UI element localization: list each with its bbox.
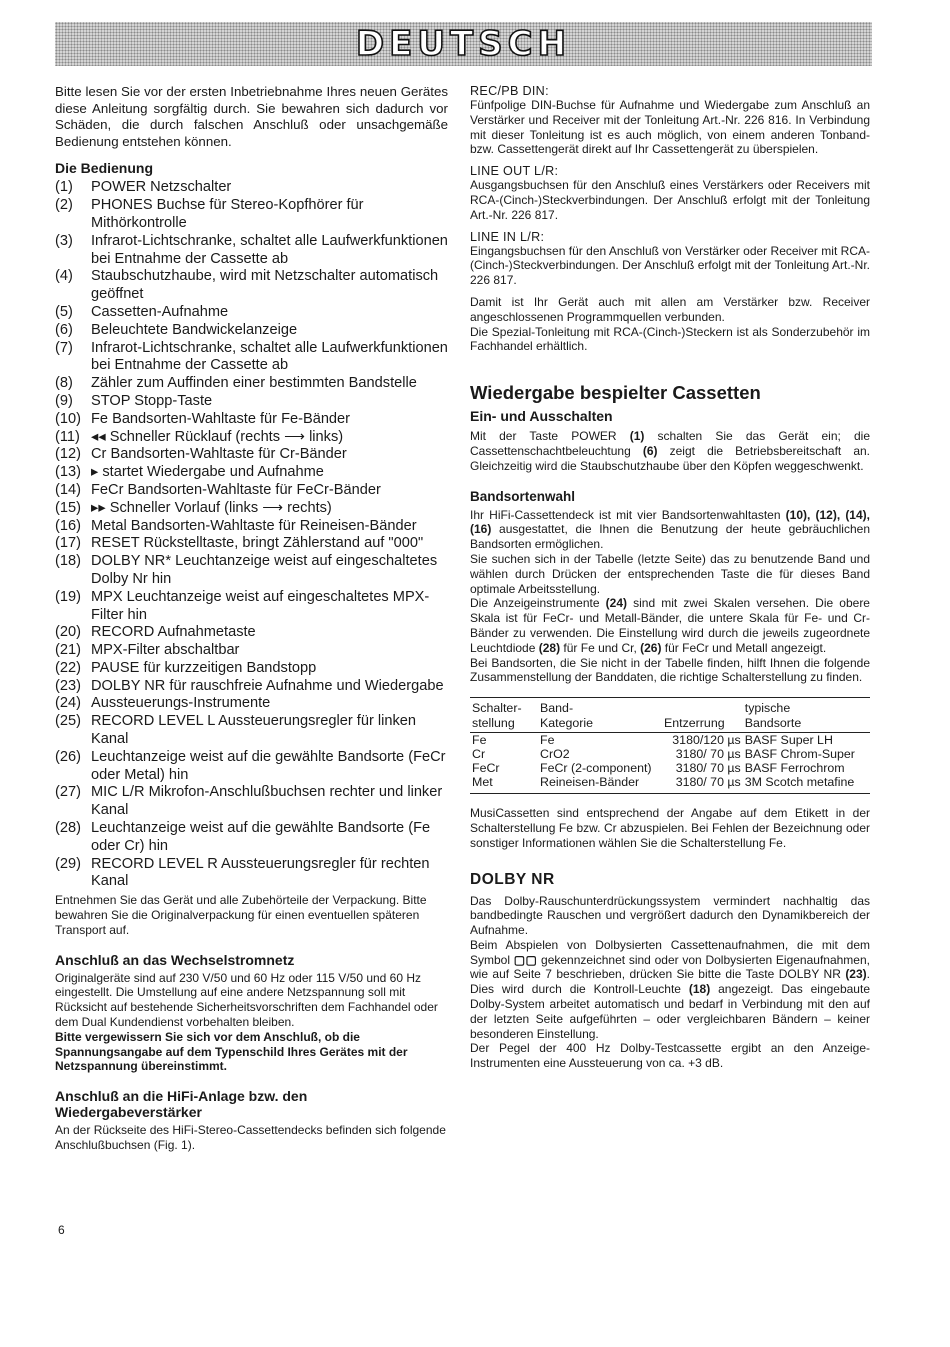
table-cell: Cr [472, 747, 486, 762]
table-cell: BASF Chrom-Super [744, 747, 855, 762]
list-item [55, 820, 448, 856]
list-item [55, 179, 448, 197]
list-item [55, 233, 448, 269]
list-item-text: MIC L/R Mikrofon-Anschlußbuchsen rechter und linker Kanal [91, 784, 443, 819]
table-row [470, 747, 870, 761]
list-item-number: (1) [55, 179, 73, 196]
recpb-text: Fünfpolige DIN-Buchse für Aufnahme und Wiedergabe zum Anschluß an Verstärker und Receiver mit der Tonleitung Art.-Nr. 226 816. In Verbindung mit dieser Tonleitung ist es auch möglich, von einem anderen Tonband- bzw. Cassettengerät direkt auf Ihr Cassettengerät zu überspielen. [470, 98, 870, 157]
list-item-text: ▸ startet Wiedergabe und Aufnahme [91, 464, 324, 481]
netz-paragraph: Originalgeräte sind auf 230 V/50 und 60 Hz oder 115 V/50 und 60 Hz eingestellt. Die Umstellung auf eine andere Netzspannung soll mit Rücksicht auf bestehende Sicherheitsvorschriften dem Fachhandel oder dem Dual Kundendienst vorbehalten bleiben. [55, 970, 438, 1030]
ein-ausschalten-heading: Ein- und Ausschalten [470, 408, 613, 425]
dolby-p2: Beim Abspielen von Dolbysierten Cassettenaufnahmen, die mit dem Symbol ▢▢ gekennzeichnet sind oder von Dolbysierten Eigenaufnahmen, wie auf Seite 7 beschrieben, drücken Sie bitte die Taste DOLBY NR (23). Dies wird durch die Kontroll-Leuchte (18) angezeigt. Das eingebaute Dolby-System arbeitet automatisch und bedarf in Verbindung mit den auf der letzten Seite aufgeführten – oder vergleichbaren Bändern – keiner besonderen Einstellung. [470, 937, 870, 1041]
table-cell: 3180/ 70 µs [675, 761, 741, 776]
list-item-number: (4) [55, 268, 73, 285]
spezial-text: Die Spezial-Tonleitung mit RCA-(Cinch-)Steckern ist als Sonderzubehör im Fachhandel erhältlich. [470, 324, 870, 354]
list-item-text: POWER Netzschalter [91, 179, 232, 196]
list-item-number: (19) [55, 588, 81, 605]
list-item-text: Leuchtanzeige weist auf die gewählte Bandsorte (FeCr oder Metal) hin [91, 748, 446, 783]
table-cell: 3180/ 70 µs [675, 747, 741, 762]
list-item-text: ◂◂ Schneller Rücklauf (rechts ⟶ links) [91, 428, 344, 445]
bandsortenwahl-p2: Sie suchen sich in der Tabelle (letzte Seite) das zu benutzende Band und wählen durch Drücken der entsprechenden Taste die für dieses Band optimale Arbeitsstellung. [470, 551, 870, 596]
list-item [55, 411, 448, 429]
list-item-text: Staubschutzhaube, wird mit Netzschalter automatisch geöffnet [91, 268, 439, 303]
list-item [55, 393, 448, 411]
linein-label: LINE IN L/R: [470, 229, 545, 244]
list-item [55, 660, 448, 678]
hifi-heading: Anschluß an die HiFi-Anlage bzw. den Wiedergabeverstärker [55, 1088, 308, 1121]
right-column [470, 84, 870, 1071]
list-item-text: Zähler zum Auffinden einer bestimmten Bandstelle [91, 375, 417, 392]
netz-warning: Bitte vergewissern Sie sich vor dem Anschluß, ob die Spannungsangabe auf dem Typenschild Ihres Gerätes mit der Netzspannung übereinstimmt. [55, 1029, 408, 1074]
list-item-number: (22) [55, 659, 81, 676]
list-item-number: (21) [55, 642, 81, 659]
list-item-number: (10) [55, 410, 81, 427]
list-item-text: Leuchtanzeige weist auf die gewählte Bandsorte (Fe oder Cr) hin [91, 820, 431, 854]
table-cell: Met [472, 775, 493, 790]
table-cell: CrO2 [540, 747, 570, 762]
list-item [55, 553, 448, 589]
dolby-heading: DOLBY NR [470, 870, 555, 888]
table-cell: FeCr [472, 761, 500, 776]
lineout-text: Ausgangsbuchsen für den Anschluß eines Verstärkers oder Receivers mit RCA-(Cinch-)Steckverbindungen. Der Anschluß erfolgt mit der Tonleitung Art.-Nr. 226 817. [470, 178, 870, 222]
list-item [55, 678, 448, 696]
list-item-text: RECORD LEVEL R Aussteuerungsregler für rechten Kanal [91, 855, 430, 890]
ein-ausschalten-text: Mit der Taste POWER (1) schalten Sie das Gerät ein; die Cassettenschachtbeleuchtung (6) zeigt die Betriebsbereitschaft an. Gleichzeitig wird die Staubschutzhaube über den Köpfen weggeschwenkt. [470, 429, 871, 473]
list-item-number: (18) [55, 553, 81, 570]
table-row [470, 775, 870, 794]
list-item-number: (8) [55, 375, 73, 392]
list-item [55, 446, 448, 464]
list-item-number: (20) [55, 624, 81, 641]
musicassetten-text: MusiCassetten sind entsprechend der Angabe auf dem Etikett in der Schalterstellung Fe bzw. Cr abzuspielen. Bei Fehlen der Bezeichnung oder sonstiger Informationen wählen Sie die Schalterstellung Fe. [470, 806, 870, 850]
list-item-text: Metal Bandsorten-Wahltaste für Reineisen-Bänder [91, 517, 417, 534]
list-item [55, 500, 448, 518]
left-column [55, 84, 448, 1153]
list-item-number: (6) [55, 321, 73, 338]
header-banner [55, 22, 872, 66]
list-item-text: Fe Bandsorten-Wahltaste für Fe-Bänder [91, 410, 351, 427]
table-header-cell: Schalter- stellung [472, 701, 522, 730]
list-item-text: DOLBY NR* Leuchtanzeige weist auf eingeschaltetes Dolby Nr hin [91, 553, 438, 587]
page-title: DEUTSCH [355, 24, 572, 64]
list-item-text: RECORD Aufnahmetaste [91, 624, 256, 641]
list-item-number: (16) [55, 517, 81, 534]
list-item [55, 624, 448, 642]
list-item [55, 375, 448, 393]
netz-heading: Anschluß an das Wechselstromnetz [55, 951, 295, 968]
list-item [55, 518, 448, 536]
list-item-number: (5) [55, 303, 73, 320]
list-item [55, 268, 448, 304]
packaging-paragraph: Entnehmen Sie das Gerät und alle Zubehörteile der Verpackung. Bitte bewahren Sie die Originalverpackung für einen eventuellen späteren Transport auf. [55, 893, 427, 937]
list-item [55, 856, 448, 892]
list-item-number: (2) [55, 197, 73, 214]
table-cell: FeCr (2-component) [540, 761, 652, 776]
table-cell: BASF Super LH [744, 733, 833, 748]
list-item-number: (29) [55, 855, 81, 872]
list-item-text: PHONES Buchse für Stereo-Kopfhörer für Mithörkontrolle [91, 197, 364, 231]
lineout-label: LINE OUT L/R: [470, 164, 559, 179]
list-item [55, 749, 448, 785]
table-cell: Fe [540, 733, 555, 748]
list-item-number: (24) [55, 695, 81, 712]
list-item-number: (17) [55, 535, 81, 552]
bandsortenwahl-p3: Die Anzeigeinstrumente (24) sind mit zwei Skalen versehen. Die obere Skala ist für FeCr- und Metall-Bänder, die untere Skala für Fe- und Cr-Bänder zu verwenden. Die Einstellung wird durch die jeweils zugeordnete Leuchtdiode (28) für Fe und Cr, (26) für FeCr und Metall angezeigt. [470, 596, 870, 655]
dolby-symbol-icon: ▢▢ [513, 952, 538, 967]
list-item [55, 482, 448, 500]
table-cell: 3180/ 70 µs [675, 775, 741, 790]
list-item-text: MPX-Filter abschaltbar [91, 642, 240, 659]
controls-list [55, 179, 448, 891]
list-item [55, 535, 448, 553]
list-item-number: (27) [55, 784, 81, 801]
list-item-number: (15) [55, 499, 81, 516]
bandsortenwahl-p1: Ihr HiFi-Cassettendeck ist mit vier Bandsortenwahltasten (10), (12), (14), (16) ausgestattet, die Ihnen die Benutzung der heute gebräuchlichen Bandsorten ermöglichen. [470, 507, 870, 552]
wiedergabe-heading: Wiedergabe bespielter Cassetten [470, 382, 761, 404]
list-item-number: (7) [55, 339, 73, 356]
table-header-cell: Band- Kategorie [540, 701, 594, 730]
list-item-text: Cr Bandsorten-Wahltaste für Cr-Bänder [91, 446, 347, 463]
list-item [55, 589, 448, 625]
list-item-number: (25) [55, 713, 81, 730]
list-item-number: (26) [55, 748, 81, 765]
table-cell: 3180/120 µs [672, 733, 741, 748]
list-item-text: ▸▸ Schneller Vorlauf (links ⟶ rechts) [91, 499, 332, 516]
list-item [55, 304, 448, 322]
bandsortenwahl-heading: Bandsortenwahl [470, 488, 576, 504]
table-row [470, 733, 870, 748]
list-item-number: (3) [55, 232, 73, 249]
list-item [55, 429, 448, 447]
list-item-text: Beleuchtete Bandwickelanzeige [91, 321, 298, 338]
list-item-text: STOP Stopp-Taste [91, 392, 213, 409]
list-item-number: (13) [55, 464, 81, 481]
list-item-number: (28) [55, 820, 81, 837]
recpb-label: REC/PB DIN: [470, 84, 549, 98]
list-item-text: RECORD LEVEL L Aussteuerungsregler für linken Kanal [91, 713, 417, 748]
list-item [55, 197, 448, 233]
bandsortenwahl-p4: Bei Bandsorten, die Sie nicht in der Tabelle finden, hilft Ihnen die folgende Zusammenstellung der Banddaten, die richtige Schalterstellung zu finden. [470, 655, 870, 685]
list-item-text: Aussteuerungs-Instrumente [91, 695, 271, 712]
table-row [470, 761, 870, 775]
table-cell: BASF Ferrochrom [744, 761, 845, 776]
list-item [55, 464, 448, 482]
list-item [55, 322, 448, 340]
list-item-text: RESET Rückstelltaste, bringt Zählerstand auf "000" [91, 535, 424, 552]
table-cell: Reineisen-Bänder [540, 775, 640, 790]
table-header-cell: typische Bandsorte [744, 701, 802, 730]
list-item-text: PAUSE für kurzzeitigen Bandstopp [91, 659, 317, 676]
damit-text: Damit ist Ihr Gerät auch mit allen am Verstärker bzw. Receiver angeschlossenen Programmquellen verbunden. [470, 294, 870, 324]
list-item-text: Infrarot-Lichtschranke, schaltet alle Laufwerkfunktionen bei Entnahme der Cassette ab [91, 232, 448, 267]
list-item [55, 695, 448, 713]
list-item-text: Infrarot-Lichtschranke, schaltet alle Laufwerkfunktionen bei Entnahme der Cassette ab [91, 339, 448, 374]
list-item-number: (14) [55, 481, 81, 498]
list-item-text: DOLBY NR für rauschfreie Aufnahme und Wiedergabe [91, 677, 444, 694]
dolby-p1: Das Dolby-Rauschunterdrückungssystem vermindert nachhaltig das bandbedingte Rauschen und vergrößert dadurch den Dynamikbereich der Aufnahme. [470, 893, 870, 938]
list-item-number: (12) [55, 446, 81, 463]
bedienung-heading: Die Bedienung [55, 160, 154, 177]
table-header-cell: Entzerrung [664, 715, 725, 730]
linein-text: Eingangsbuchsen für den Anschluß von Verstärker oder Receiver mit RCA-(Cinch-)Steckverbindungen. Der Anschluß erfolgt mit der Tonleitung Art.-Nr. 226 817. [470, 243, 870, 288]
hifi-paragraph: An der Rückseite des HiFi-Stereo-Cassettendecks befinden sich folgende Anschlußbuchsen (Fig. 1). [55, 1123, 446, 1153]
list-item-text: Cassetten-Aufnahme [91, 303, 229, 320]
list-item-text: FeCr Bandsorten-Wahltaste für FeCr-Bänder [91, 481, 381, 498]
table-cell: Fe [472, 733, 487, 748]
list-item [55, 784, 448, 820]
list-item [55, 340, 448, 376]
list-item [55, 713, 448, 749]
list-item [55, 642, 448, 660]
list-item-number: (9) [55, 392, 73, 409]
list-item-number: (23) [55, 677, 81, 694]
band-data-table [470, 697, 870, 794]
list-item-number: (11) [55, 428, 80, 445]
intro-paragraph: Bitte lesen Sie vor der ersten Inbetriebnahme Ihres neuen Gerätes diese Anleitung sorgfältig durch. Sie bewahren sich dadurch vor Schäden, die durch falschen Anschluß oder unsachgemäße Bedienung entstehen können. [55, 84, 448, 149]
dolby-p3: Der Pegel der 400 Hz Dolby-Testcassette ergibt an den Anzeige-Instrumenten eine Aussteuerung von ca. +3 dB. [470, 1041, 870, 1071]
table-header-row [470, 698, 870, 733]
table-cell: 3M Scotch metafine [744, 775, 855, 790]
page-number: 6 [58, 1223, 65, 1237]
list-item-text: MPX Leuchtanzeige weist auf eingeschaltetes MPX-Filter hin [91, 588, 430, 623]
